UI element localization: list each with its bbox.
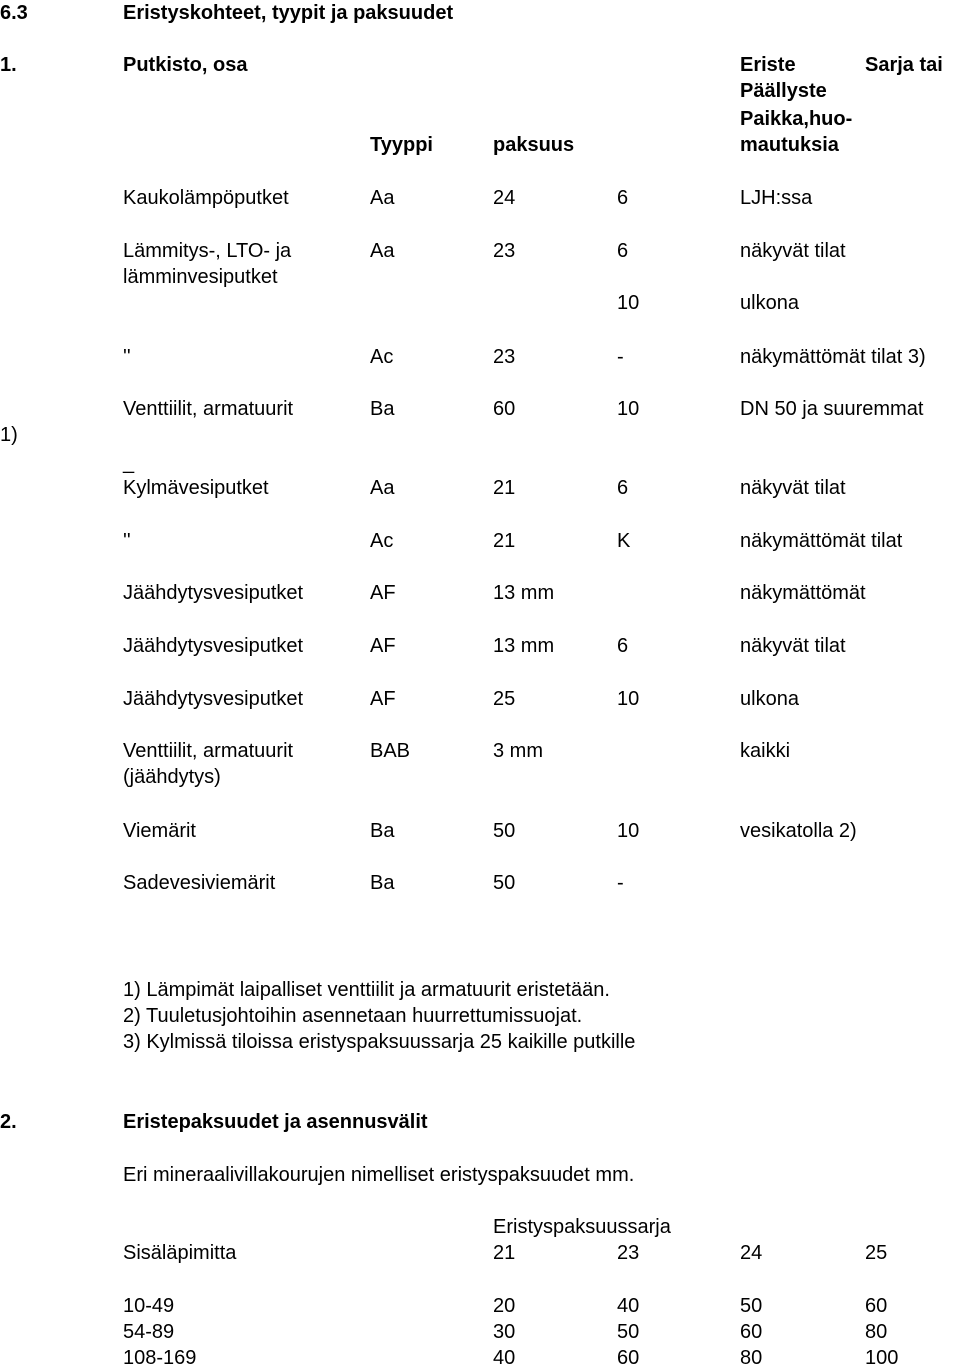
section-title: Eristyskohteet, tyypit ja paksuudet (123, 2, 454, 24)
thickness-cell: 30 (493, 1321, 516, 1343)
part1-number: 1. (0, 54, 17, 76)
header-paallyste: Päällyste (740, 80, 827, 102)
row-sarja: 23 (493, 346, 516, 368)
row-paikka: näkymättömät tilat (740, 530, 903, 552)
row-paikka: ulkona (740, 688, 799, 710)
row-paksuus: 10 (617, 820, 640, 842)
row-paksuus: 6 (617, 240, 629, 262)
row-paikka-2: ulkona (740, 292, 799, 314)
row-paikka: näkyvät tilat (740, 477, 846, 499)
row-paikka: näkyvät tilat (740, 240, 846, 262)
header-eriste: Eriste (740, 54, 796, 76)
row-tyyppi: Ac (370, 346, 394, 368)
series-24: 24 (740, 1242, 763, 1264)
row-sarja: 23 (493, 240, 516, 262)
thickness-row-range: 108-169 (123, 1347, 197, 1369)
series-21: 21 (493, 1242, 516, 1264)
row-paikka: näkymättömät tilat 3) (740, 346, 926, 368)
thickness-cell: 40 (493, 1347, 516, 1369)
row-tyyppi: Aa (370, 187, 395, 209)
col-header-sisalapimitta: Sisäläpimitta (123, 1242, 237, 1264)
row-osa-line2: (jäähdytys) (123, 766, 221, 788)
header-paikka-line2: mautuksia (740, 134, 839, 156)
thickness-cell: 80 (865, 1321, 888, 1343)
row-paksuus: - (617, 346, 624, 368)
row-paikka: DN 50 ja suuremmat (740, 398, 924, 420)
row-tyyppi: Aa (370, 240, 395, 262)
note-1: 1) Lämpimät laipalliset venttiilit ja armatuurit eristetään. (123, 979, 610, 1001)
row-osa: Venttiilit, armatuurit (123, 398, 294, 420)
row-tyyppi: Ba (370, 398, 395, 420)
row-paksuus: 6 (617, 477, 629, 499)
thickness-cell: 40 (617, 1295, 640, 1317)
thickness-cell: 80 (740, 1347, 763, 1369)
row-paksuus: - (617, 872, 624, 894)
row-osa: Sadevesiviemärit (123, 872, 276, 894)
thickness-cell: 100 (865, 1347, 899, 1369)
header-tyyppi: Tyyppi (370, 134, 433, 156)
row-paikka: vesikatolla 2) (740, 820, 857, 842)
row-osa: Jäähdytysvesiputket (123, 688, 304, 710)
row-osa: '' (123, 346, 131, 368)
part2-intro: Eri mineraalivillakourujen nimelliset eristyspaksuudet mm. (123, 1164, 635, 1186)
thickness-row-range: 10-49 (123, 1295, 175, 1317)
header-paikka-line1: Paikka,huo- (740, 108, 853, 130)
row-tyyppi: BAB (370, 740, 411, 762)
row-sarja: 50 (493, 820, 516, 842)
row-osa: Venttiilit, armatuurit (123, 740, 294, 762)
thickness-cell: 60 (865, 1295, 888, 1317)
row-tyyppi: Ba (370, 820, 395, 842)
row-osa: Jäähdytysvesiputket (123, 582, 304, 604)
part1-title: Putkisto, osa (123, 54, 248, 76)
row-osa: Lämmitys-, LTO- ja (123, 240, 292, 262)
row-paikka: kaikki (740, 740, 791, 762)
thickness-cell: 20 (493, 1295, 516, 1317)
row-sarja: 24 (493, 187, 516, 209)
row-osa: Jäähdytysvesiputket (123, 635, 304, 657)
note-3: 3) Kylmissä tiloissa eristyspaksuussarja 25 kaikille putkille (123, 1031, 636, 1053)
note-2: 2) Tuuletusjohtoihin asennetaan huurrettumissuojat. (123, 1005, 583, 1027)
thickness-cell: 60 (740, 1321, 763, 1343)
row-prefix: _ (123, 452, 135, 474)
row-tyyppi: Ba (370, 872, 395, 894)
row-sarja: 60 (493, 398, 516, 420)
header-paksuus: paksuus (493, 134, 575, 156)
row-sarja: 3 mm (493, 740, 543, 762)
row-osa-line2: lämminvesiputket (123, 266, 278, 288)
footnote-marker: 1) (0, 424, 18, 446)
thickness-cell: 60 (617, 1347, 640, 1369)
thickness-row-range: 54-89 (123, 1321, 175, 1343)
row-sarja: 13 mm (493, 582, 555, 604)
row-tyyppi: Ac (370, 530, 394, 552)
part2-number: 2. (0, 1111, 17, 1133)
row-sarja: 50 (493, 872, 516, 894)
row-paksuus: 10 (617, 398, 640, 420)
row-osa: Kylmävesiputket (123, 477, 269, 499)
row-sarja: 13 mm (493, 635, 555, 657)
row-tyyppi: AF (370, 582, 396, 604)
part2-title: Eristepaksuudet ja asennusvälit (123, 1111, 428, 1133)
row-paikka: näkymättömät (740, 582, 866, 604)
row-tyyppi: AF (370, 688, 396, 710)
row-osa: Kaukolämpöputket (123, 187, 289, 209)
row-sarja: 25 (493, 688, 516, 710)
row-osa: Viemärit (123, 820, 196, 842)
row-paksuus: 10 (617, 688, 640, 710)
row-paksuus-2: 10 (617, 292, 640, 314)
series-25: 25 (865, 1242, 888, 1264)
row-paikka: näkyvät tilat (740, 635, 846, 657)
row-sarja: 21 (493, 477, 516, 499)
thickness-cell: 50 (740, 1295, 763, 1317)
row-paksuus: K (617, 530, 631, 552)
series-23: 23 (617, 1242, 640, 1264)
section-number: 6.3 (0, 2, 28, 24)
row-paksuus: 6 (617, 187, 629, 209)
row-paksuus: 6 (617, 635, 629, 657)
row-paikka: LJH:ssa (740, 187, 813, 209)
series-header: Eristyspaksuussarja (493, 1216, 671, 1238)
row-osa: '' (123, 530, 131, 552)
row-tyyppi: Aa (370, 477, 395, 499)
row-tyyppi: AF (370, 635, 396, 657)
thickness-cell: 50 (617, 1321, 640, 1343)
row-sarja: 21 (493, 530, 516, 552)
header-sarja-tai: Sarja tai (865, 54, 943, 76)
